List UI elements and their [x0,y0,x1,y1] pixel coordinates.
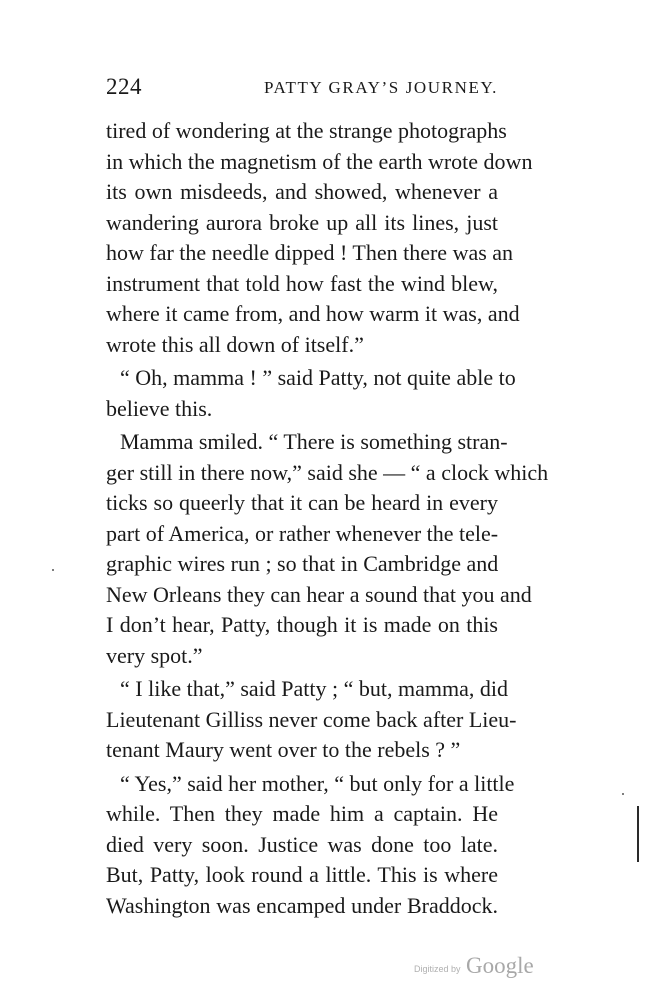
scan-speck [52,569,54,571]
running-head [106,70,498,104]
margin-scan-mark [637,806,639,862]
text-line: I don’t hear, Patty, though it is made on this [106,612,498,637]
google-logo: Google [466,953,534,978]
text-line: wrote this all down of itself.” [106,331,364,357]
scan-speck [622,793,624,795]
text-line: “ Yes,” said her mother, “ but only for a little [120,770,515,796]
text-line: believe this. [106,395,213,421]
text-line: ticks so queerly that it can be heard in every [106,490,498,515]
text-line: “ I like that,” said Patty ; “ but, mamma, did [120,676,508,701]
watermark-caption: Digitized by [414,964,461,974]
text-line: part of America, or rather whenever the tele- [106,520,499,546]
text-line: while. Then they made him a captain. He [106,801,498,826]
page-number: 224 [106,74,142,99]
text-line: graphic wires run ; so that in Cambridge and [106,551,499,576]
text-line: how far the needle dipped ! Then there was an [106,240,514,265]
text-line: Mamma smiled. “ There is something stran- [120,429,508,454]
text-line: wandering aurora broke up all its lines, just [106,209,498,235]
running-title: PATTY GRAY’S JOURNEY. [263,78,498,97]
text-line: its own misdeeds, and showed, whenever a [106,179,498,204]
text-line: where it came from, and how warm it was, and [106,301,520,326]
text-line: died very soon. Justice was done too late. [106,831,498,857]
digitized-watermark [414,953,574,981]
text-line: in which the magnetism of the earth wrote down [106,148,533,174]
text-line: instrument that told how fast the wind blew, [106,270,498,296]
text-line: tired of wondering at the strange photographs [106,118,507,143]
text-line: ger still in there now,” said she — “ a clock which [106,459,549,485]
text-line: tenant Maury went over to the rebels ? ” [106,737,461,762]
body-text [106,116,549,921]
text-line: “ Oh, mamma ! ” said Patty, not quite able to [120,365,516,390]
text-line: very spot.” [106,642,203,668]
text-line: New Orleans they can hear a sound that you and [106,581,532,607]
text-line: But, Patty, look round a little. This is where [106,862,498,887]
text-line: Washington was encamped under Braddock. [106,892,498,918]
text-line: Lieutenant Gilliss never come back after Lieu- [106,706,517,732]
